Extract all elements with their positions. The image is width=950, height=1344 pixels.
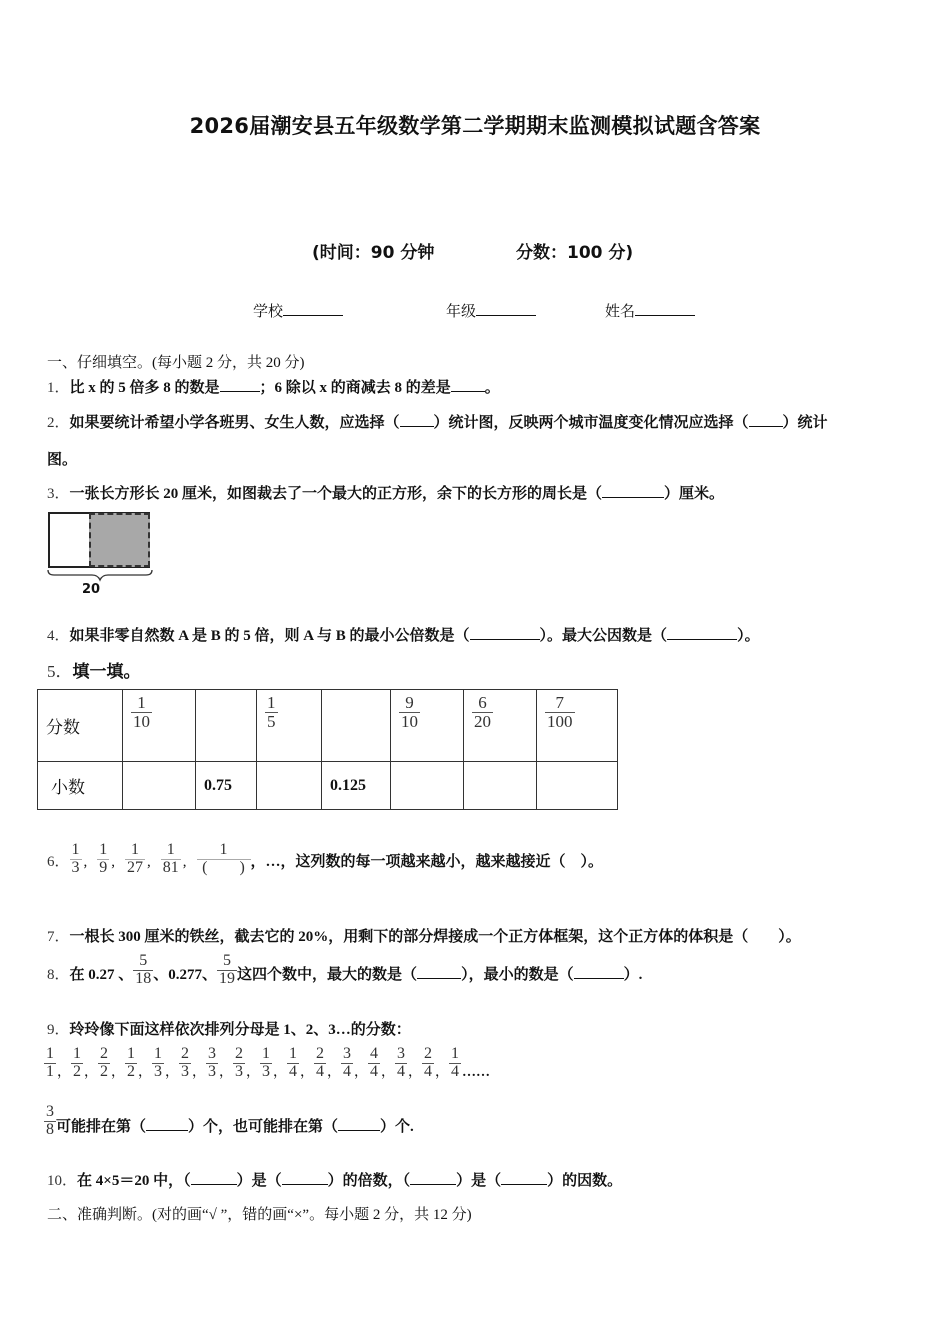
school-blank[interactable] [283, 301, 343, 316]
q7-text: 一根长 300 厘米的铁丝，截去它的 20%，用剩下的部分焊接成一个正方体框架，这个正方体的体积是（ ）。 [69, 929, 801, 945]
name-field[interactable] [605, 300, 695, 321]
q4-text-1: 如果非零自然数 A 是 B 的 5 倍，则 A 与 B 的最小公倍数是（ [69, 628, 470, 644]
fraction-cell-empty[interactable] [322, 690, 391, 762]
q6-text: ，…，这列数的每一项越来越小，越来越接近（ ）。 [250, 853, 604, 870]
fraction-row [38, 690, 618, 762]
q1-blank-1[interactable] [220, 377, 260, 392]
q8-text-5: ）. [623, 966, 643, 983]
separator: ， [219, 1064, 233, 1080]
q10-text-1: 在 4×5＝20 中，（ [77, 1173, 191, 1189]
fraction-cell[interactable] [123, 690, 196, 762]
school-label: 学校 [253, 302, 284, 320]
separator: …… [462, 1064, 490, 1080]
q2-text-2: ）统计图，反映两个城市温度变化情况应选择（ [433, 415, 749, 431]
sequence-fraction: $\frac{1}{4}$ [451, 1045, 459, 1080]
denominator: 10 [401, 711, 418, 731]
question-3 [47, 482, 724, 503]
separator: ， [435, 1064, 449, 1080]
numerator: 6 [472, 694, 493, 713]
q3-text-2: ）厘米。 [664, 486, 725, 502]
question-number: 4． [47, 628, 70, 644]
q2-blank-1[interactable] [400, 412, 434, 427]
q10-blank-1[interactable] [191, 1170, 237, 1185]
fraction-cell-empty[interactable] [196, 690, 257, 762]
cut-square-shaded [89, 513, 150, 567]
rectangle-figure [48, 512, 150, 568]
decimal-cell[interactable] [123, 762, 196, 810]
denominator: 5 [267, 711, 276, 731]
grade-blank[interactable] [476, 301, 536, 316]
section-2-heading: 二、准确判断。(对的画“√ ”，错的画“×”。每小题 2 分，共 12 分) [47, 1207, 472, 1223]
q1-blank-2[interactable] [451, 377, 485, 392]
question-9 [47, 1018, 411, 1039]
decimal-cell[interactable]: 0.75 [196, 762, 257, 810]
denominator: 10 [133, 711, 150, 731]
question-10 [47, 1169, 622, 1190]
q4-blank-1[interactable] [470, 625, 540, 640]
q9-text-2: ）个，也可能排在第（ [188, 1118, 339, 1135]
sequence-fraction: $\frac{1}{4}$ [289, 1045, 297, 1080]
time-limit: (时间：90 分钟 [312, 243, 435, 263]
fraction: $\frac{1}{3}$ [71, 841, 80, 876]
school-field[interactable] [253, 300, 343, 321]
denominator: 20 [474, 711, 491, 731]
question-4 [47, 624, 760, 645]
separator: ， [246, 1064, 260, 1080]
separator: ， [192, 1064, 206, 1080]
section-1-heading: 一、仔细填空。(每小题 2 分，共 20 分) [47, 355, 305, 371]
sequence-fraction: $\frac{1}{3}$ [262, 1045, 270, 1080]
q8-text-4: ），最小的数是（ [461, 966, 574, 983]
separator: ， [381, 1064, 395, 1080]
q5-text: 填一填。 [72, 662, 141, 681]
q1-text-1: 比 x 的 5 倍多 8 的数是 [69, 380, 220, 396]
decimal-row [38, 762, 618, 810]
question-5 [47, 657, 141, 682]
question-2-continued: 图。 [47, 452, 78, 468]
question-1 [47, 376, 500, 397]
q3-text-1: 一张长方形长 20 厘米，如图裁去了一个最大的正方形，余下的长方形的周长是（ [69, 486, 603, 502]
name-label: 姓名 [605, 302, 636, 320]
sequence-fraction: $\frac{1}{2}$ [73, 1045, 81, 1080]
fraction-decimal-table [37, 689, 618, 810]
question-number: 6． [47, 853, 70, 870]
q10-text-2: ）是（ [236, 1173, 282, 1189]
question-6: 6． $\frac{1}{3}$ , $\frac{1}{9}$ , $\frac{1}{27}$ , $\frac{1}{81}$ , $\frac{1}{( )}$ ，…，这列数的每一项越来越小，越来越接近（ ）。 [47, 841, 604, 876]
fraction: $\frac{1}{9}$ [99, 841, 108, 876]
fraction: $\frac{3}{8}$ [46, 1103, 54, 1138]
document-title: 2026届潮安县五年级数学第二学期期末监测模拟试题含答案 [189, 114, 761, 138]
question-number: 1． [47, 380, 70, 396]
q8-text-2: 、0.277、 [153, 966, 218, 983]
separator: ， [354, 1064, 368, 1080]
question-9-answer-line [44, 1104, 414, 1139]
q8-text-3: 这四个数中，最大的数是（ [237, 966, 418, 983]
numerator: 7 [545, 694, 575, 713]
question-number: 2． [47, 415, 70, 431]
q10-text-5: ）的因数。 [547, 1173, 623, 1189]
q4-text-3: ）。 [737, 628, 760, 644]
q9-blank-1[interactable] [146, 1116, 188, 1131]
numerator: 9 [399, 694, 420, 713]
fraction-cell[interactable] [537, 690, 618, 762]
name-blank[interactable] [635, 301, 695, 316]
numerator: 1 [267, 693, 276, 712]
sequence-fraction: $\frac{3}{3}$ [208, 1045, 216, 1080]
q10-blank-3[interactable] [410, 1170, 456, 1185]
q9-text: 玲玲像下面这样依次排列分母是 1、2、3…的分数： [69, 1022, 411, 1038]
sequence-fraction: $\frac{2}{3}$ [235, 1045, 243, 1080]
fraction: $\frac{1}{81}$ [162, 841, 179, 876]
decimal-cell[interactable] [537, 762, 618, 810]
q8-blank-2[interactable] [574, 964, 624, 979]
separator: ， [165, 1064, 179, 1080]
sequence-fraction: $\frac{4}{4}$ [370, 1045, 378, 1080]
numerator: 1 [131, 694, 152, 713]
fraction-sequence [44, 1046, 496, 1081]
q8-blank-1[interactable] [417, 964, 461, 979]
fraction: $\frac{1}{27}$ [127, 841, 144, 876]
q9-blank-2[interactable] [338, 1116, 380, 1131]
sequence-fraction: $\frac{1}{1}$ [46, 1045, 54, 1080]
q3-blank[interactable] [602, 483, 664, 498]
separator: ， [138, 1064, 152, 1080]
decimal-cell[interactable]: 0.125 [322, 762, 391, 810]
q2-text-1: 如果要统计希望小学各班男、女生人数，应选择（ [69, 415, 400, 431]
sequence-fraction: $\frac{2}{4}$ [316, 1045, 324, 1080]
q10-text-4: ）是（ [456, 1173, 502, 1189]
sequence-fraction: $\frac{3}{4}$ [397, 1045, 405, 1080]
q9-text-3: ）个. [380, 1118, 414, 1135]
decimal-cell[interactable] [391, 762, 464, 810]
brace-icon [46, 568, 154, 582]
decimal-cell[interactable] [464, 762, 537, 810]
q10-text-3: ）的倍数，（ [327, 1173, 411, 1189]
q10-blank-4[interactable] [501, 1170, 547, 1185]
fraction: $\frac{5}{19}$ [219, 952, 236, 987]
fraction: $\frac{5}{18}$ [135, 952, 152, 987]
grade-field[interactable] [446, 300, 536, 321]
grade-label: 年级 [446, 302, 477, 320]
question-number: 8． [47, 966, 70, 983]
fraction-blank[interactable]: $\frac{1}{( )}$ [197, 842, 251, 877]
q2-blank-2[interactable] [749, 412, 783, 427]
question-2 [47, 411, 828, 432]
fraction-cell[interactable] [391, 690, 464, 762]
q1-text-3: 。 [484, 380, 500, 396]
separator: ， [111, 1064, 125, 1080]
denominator: 100 [547, 711, 573, 731]
question-number: 10． [47, 1173, 78, 1189]
decimal-cell[interactable] [257, 762, 322, 810]
question-number: 5． [47, 662, 73, 681]
sequence-fraction: $\frac{2}{2}$ [100, 1045, 108, 1080]
question-7 [47, 925, 801, 946]
q8-text-1: 在 0.27 、 [69, 966, 134, 983]
separator: ， [273, 1064, 287, 1080]
question-8 [47, 953, 642, 988]
figure-length-label: 20 [82, 582, 101, 597]
q10-blank-2[interactable] [282, 1170, 328, 1185]
sequence-fraction: $\frac{1}{2}$ [127, 1045, 135, 1080]
q2-text-3: ）统计 [782, 415, 828, 431]
q1-text-2: ；6 除以 x 的商减去 8 的差是 [259, 380, 451, 396]
question-number: 3． [47, 486, 70, 502]
sequence-fraction: $\frac{3}{4}$ [343, 1045, 351, 1080]
row-label-fraction: 分数 [38, 690, 123, 762]
q9-text-1: 可能排在第（ [56, 1118, 147, 1135]
fraction-cell[interactable] [464, 690, 537, 762]
question-number: 9． [47, 1022, 70, 1038]
q4-text-2: ）。最大公因数是（ [539, 628, 668, 644]
separator: ， [84, 1064, 98, 1080]
separator: ， [408, 1064, 422, 1080]
total-score: 分数：100 分) [516, 243, 634, 263]
separator: ， [327, 1064, 341, 1080]
q4-blank-2[interactable] [667, 625, 737, 640]
sequence-fraction: $\frac{2}{4}$ [424, 1045, 432, 1080]
sequence-fraction: $\frac{2}{3}$ [181, 1045, 189, 1080]
separator: ， [57, 1064, 71, 1080]
sequence-fraction: $\frac{1}{3}$ [154, 1045, 162, 1080]
row-label-decimal: 小数 [38, 762, 123, 810]
fraction-cell[interactable] [257, 690, 322, 762]
question-number: 7． [47, 929, 70, 945]
separator: ， [300, 1064, 314, 1080]
